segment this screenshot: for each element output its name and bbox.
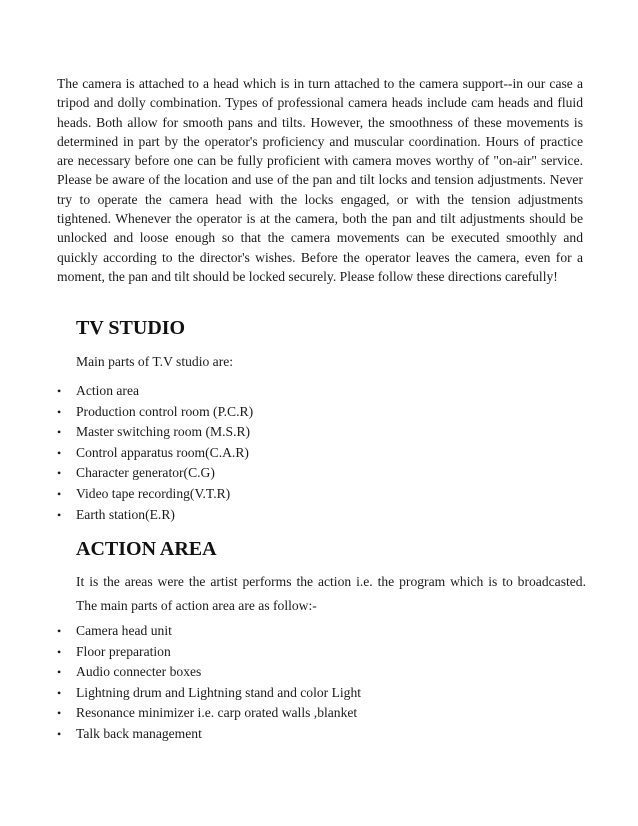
list-item	[0, 463, 600, 484]
action-area-parts-list	[0, 621, 600, 745]
list-item	[0, 402, 600, 423]
list-item-text: Video tape recording(V.T.R)	[76, 485, 231, 501]
tv-studio-parts-list	[0, 381, 600, 525]
bullet-icon: •	[57, 404, 62, 419]
list-item-text: Resonance minimizer i.e. carp orated walls ,blanket	[76, 705, 358, 721]
list-item	[0, 422, 600, 443]
list-item-text: Floor preparation	[76, 643, 171, 659]
list-item-text: Audio connecter boxes	[76, 664, 202, 680]
bullet-icon: •	[57, 644, 62, 659]
action-area-heading: ACTION AREA	[76, 538, 217, 560]
bullet-icon: •	[57, 507, 62, 522]
bullet-icon: •	[57, 685, 62, 700]
list-item	[0, 724, 600, 745]
list-item	[0, 443, 600, 464]
bullet-icon: •	[57, 706, 62, 721]
list-item-text: Action area	[76, 383, 140, 398]
list-item	[0, 484, 600, 505]
tv-studio-heading: TV STUDIO	[76, 317, 186, 339]
list-item	[0, 642, 600, 663]
list-item	[0, 621, 600, 642]
bullet-icon: •	[57, 486, 62, 501]
bullet-icon: •	[57, 665, 62, 680]
bullet-icon: •	[57, 384, 62, 398]
bullet-icon: •	[57, 445, 62, 460]
list-item	[0, 703, 600, 724]
list-item	[0, 505, 600, 526]
list-item	[0, 381, 600, 402]
bullet-icon: •	[57, 726, 62, 741]
list-item-text: Earth station(E.R)	[76, 506, 175, 522]
list-item	[0, 683, 600, 704]
intro-paragraph: The camera is attached to a head which is in turn attached to the camera support--in our case a tripod and dolly combination. Types of professional camera heads include cam heads and fluid heads. Both allow for smooth pans and tilts. However, the smoothness of these movements is determined in part by the operator's proficiency and muscular coordination. Hours of practice are necessary before one can be fully proficient with camera moves worthy of "on-air" service. Please be aware of the location and use of the pan and tilt locks and tension adjustments. Never try to operate the camera head with the locks engaged, or with the tension adjustments tightened. Whenever the operator is at the camera, both the pan and tilt adjustments should be unlocked and loose enough so that the camera movements can be executed smoothly and quickly according to the director's wishes. Before the operator leaves the camera, even for a moment, the pan and tilt should be locked securely. Please follow these directions carefully!	[57, 76, 583, 284]
list-item-text: Production control room (P.C.R)	[76, 403, 254, 419]
list-item	[0, 662, 600, 683]
bullet-icon: •	[57, 425, 62, 440]
bullet-icon: •	[57, 624, 62, 638]
list-item-text: Master switching room (M.S.R)	[76, 424, 251, 440]
bullet-icon: •	[57, 466, 62, 481]
list-item-text: Lightning drum and Lightning stand and color Light	[76, 684, 362, 700]
tv-studio-intro: Main parts of T.V studio are:	[76, 354, 234, 369]
action-area-intro: It is the areas were the artist performs the action i.e. the program which is to broadcasted. The main parts of action area are as follow:-	[76, 574, 586, 613]
list-item-text: Talk back management	[76, 725, 202, 741]
list-item-text: Camera head unit	[76, 623, 172, 638]
list-item-text: Control apparatus room(C.A.R)	[76, 444, 249, 460]
list-item-text: Character generator(C.G)	[76, 465, 215, 481]
